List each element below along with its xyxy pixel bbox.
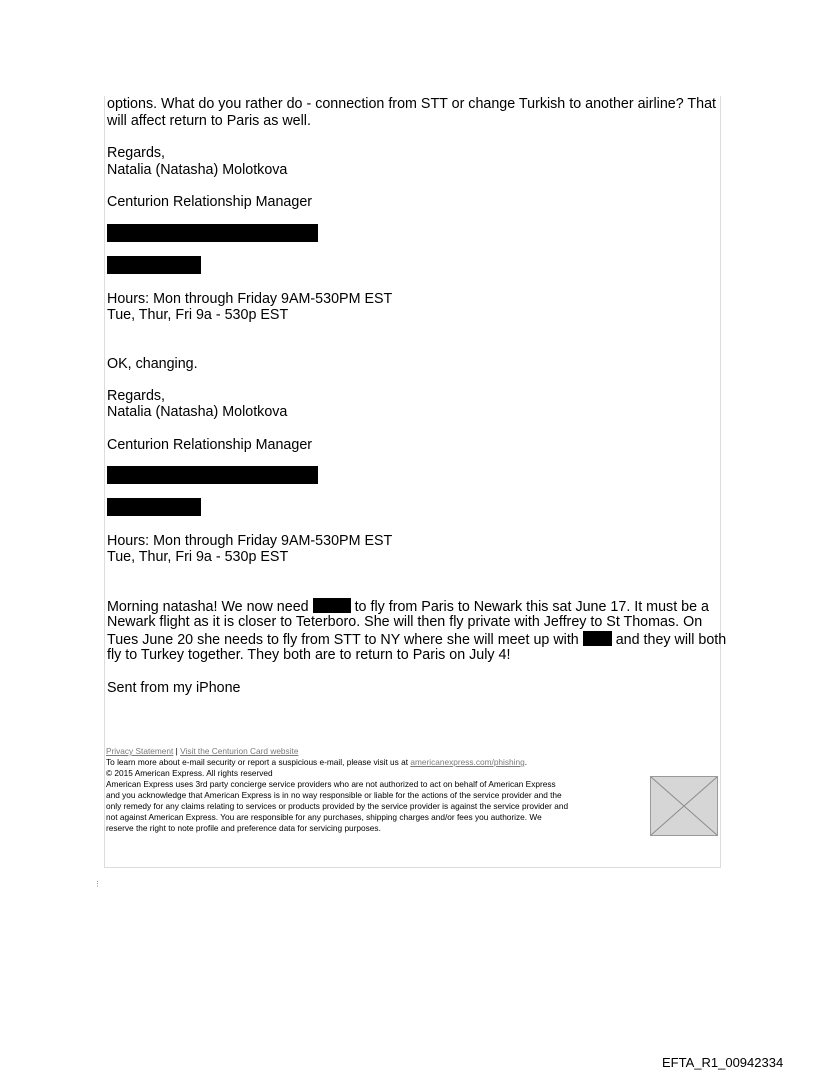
redaction-inline	[583, 631, 612, 646]
body-text-line: will affect return to Paris as well.	[107, 113, 311, 129]
request-text: to fly from Paris to Newark this sat June 17. It must be a	[354, 599, 709, 615]
request-line: Newark flight as it is closer to Teterboro. She will then fly private with Jeffrey to St Thomas. On	[107, 614, 703, 630]
hours-text: Hours: Mon through Friday 9AM-530PM EST	[107, 533, 393, 549]
footer-links	[106, 746, 298, 757]
body-text-line: options. What do you rather do - connection from STT or change Turkish to another airline? That	[107, 96, 717, 112]
hours-text: Hours: Mon through Friday 9AM-530PM EST	[107, 291, 393, 307]
scan-mark: ⋮	[94, 881, 101, 888]
phishing-link[interactable]: americanexpress.com/phishing	[410, 757, 525, 767]
signature-name: Natalia (Natasha) Molotkova	[107, 162, 288, 178]
disclaimer-line: only remedy for any claims relating to services or products provided by the service provider is against the service provider and	[106, 801, 569, 811]
redaction-bar	[107, 498, 201, 516]
request-text: Tues June 20 she needs to fly from STT to NY where she will meet up with	[107, 632, 579, 648]
security-text: To learn more about e-mail security or report a suspicious e-mail, please visit us at	[106, 757, 411, 767]
regards-text: Regards,	[107, 388, 166, 404]
broken-image-icon	[650, 776, 718, 836]
request-text: and they will both	[615, 632, 727, 648]
disclaimer-line: and you acknowledge that American Express is in no way responsible or liable for the actions of the service provider and the	[106, 790, 562, 800]
redaction-inline	[313, 598, 351, 613]
period-text: .	[524, 757, 528, 767]
request-line	[107, 631, 726, 649]
disclaimer-line: not against American Express. You are responsible for any purchases, shipping charges and/or fees you authorize. We	[106, 812, 542, 822]
link-separator: |	[173, 746, 181, 756]
request-text: Morning natasha! We now need	[107, 599, 309, 615]
redaction-bar	[107, 466, 318, 484]
signature-name: Natalia (Natasha) Molotkova	[107, 404, 288, 420]
request-line	[107, 598, 709, 616]
signature-title: Centurion Relationship Manager	[107, 194, 313, 210]
redaction-bar	[107, 224, 318, 242]
disclaimer-line: American Express uses 3rd party concierge service providers who are not authorized to act on behalf of American Express	[106, 779, 556, 789]
reply-text: OK, changing.	[107, 356, 198, 372]
visit-centurion-link[interactable]: Visit the Centurion Card website	[180, 746, 299, 756]
sent-from-text: Sent from my iPhone	[107, 680, 241, 696]
regards-text: Regards,	[107, 145, 166, 161]
hours-text: Tue, Thur, Fri 9a - 530p EST	[107, 307, 289, 323]
request-line: fly to Turkey together. They both are to return to Paris on July 4!	[107, 647, 511, 663]
privacy-statement-link[interactable]: Privacy Statement	[106, 746, 174, 756]
document-id: EFTA_R1_00942334	[662, 1055, 784, 1070]
hours-text: Tue, Thur, Fri 9a - 530p EST	[107, 549, 289, 565]
disclaimer-line: reserve the right to note profile and preference data for servicing purposes.	[106, 823, 381, 833]
signature-title: Centurion Relationship Manager	[107, 437, 313, 453]
copyright-text: © 2015 American Express. All rights reserved	[106, 768, 273, 778]
footer-security-line	[106, 757, 527, 768]
redaction-bar	[107, 256, 201, 274]
